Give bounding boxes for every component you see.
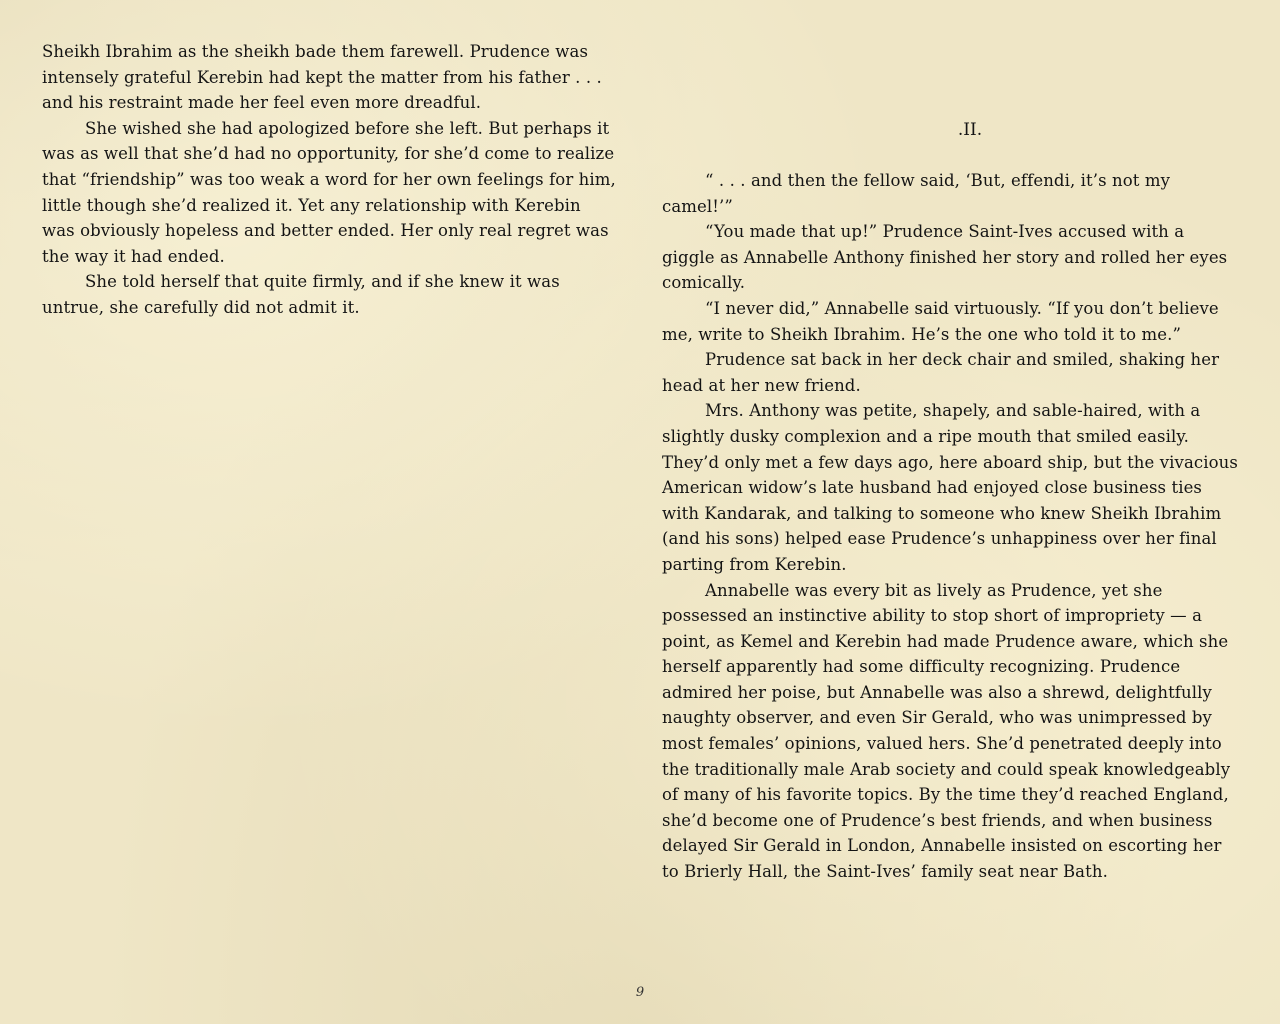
right-page bbox=[640, 0, 1280, 1024]
paragraph: Mrs. Anthony was petite, shapely, and sable-haired, with a slightly dusky complexion and a ripe mouth that smiled easily. They’d only met a few days ago, here aboard ship, but the vivacious American widow’s late husband had enjoyed close business ties with Kandarak, and talking to someone who knew Sheikh Ibrahim (and his sons) helped ease Prudence’s unhappiness over her final parting from Kerebin. bbox=[662, 401, 1238, 574]
paragraph: Annabelle was every bit as lively as Prudence, yet she possessed an instinctive ability to stop short of impropriety — a point, as Kemel and Kerebin had made Prudence aware, which she herself apparently had some difficulty recognizing. Prudence admired her poise, but Annabelle was also a shrewd, delightfully naughty observer, and even Sir Gerald, who was unimpressed by most females’ opinions, valued hers. She’d penetrated deeply into the traditionally male Arab society and could speak knowledgeably of many of his favorite topics. By the time they’d reached England, she’d become one of Prudence’s best friends, and when business delayed Sir Gerald in London, Annabelle insisted on escorting her to Brierly Hall, the Saint-Ives’ family seat near Bath. bbox=[662, 580, 1231, 882]
page-number: 9 bbox=[635, 985, 645, 1000]
paragraph: Sheikh Ibrahim as the sheikh bade them farewell. Prudence was intensely grateful Kerebin had kept the matter from his father . . . and his restraint made her feel even more dreadful. bbox=[42, 42, 602, 113]
paragraph: “ . . . and then the fellow said, ‘But, effendi, it’s not my camel!’” bbox=[662, 171, 1171, 216]
left-page-text bbox=[42, 39, 617, 321]
paragraph: Prudence sat back in her deck chair and smiled, shaking her head at her new friend. bbox=[662, 350, 1220, 395]
section-heading: .II. bbox=[957, 120, 983, 140]
paragraph: “You made that up!” Prudence Saint-Ives accused with a giggle as Annabelle Anthony finished her story and rolled her eyes comically. bbox=[662, 222, 1228, 293]
right-page-text bbox=[662, 168, 1242, 885]
paragraph: She told herself that quite firmly, and if she knew it was untrue, she carefully did not admit it. bbox=[42, 272, 560, 317]
paragraph: She wished she had apologized before she left. But perhaps it was as well that she’d had no opportunity, for she’d come to realize that “friendship” was too weak a word for her own feelings for him, little though she’d realized it. Yet any relationship with Kerebin was obviously hopeless and better ended. Her only real regret was the way it had ended. bbox=[42, 118, 616, 266]
paragraph: “I never did,” Annabelle said virtuously. “If you don’t believe me, write to Sheikh Ibrahim. He’s the one who told it to me.” bbox=[662, 298, 1219, 344]
